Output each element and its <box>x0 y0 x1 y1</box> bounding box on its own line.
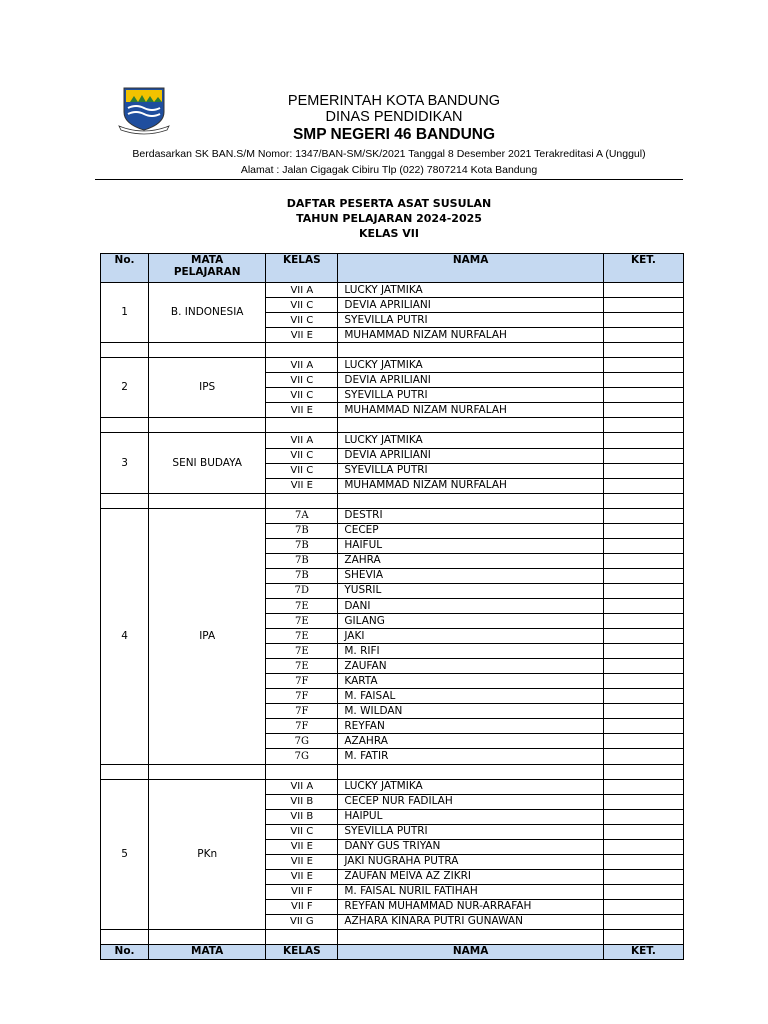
ket-cell <box>603 313 683 328</box>
class-cell: VII C <box>266 388 338 403</box>
ket-cell <box>603 358 683 373</box>
ket-cell <box>603 719 683 734</box>
class-cell: VII F <box>266 899 338 914</box>
header-nama: NAMA <box>338 254 603 283</box>
class-cell: VII A <box>266 358 338 373</box>
class-cell: 7B <box>266 553 338 568</box>
name-cell: DEVIA APRILIANI <box>338 373 603 388</box>
class-cell: VII C <box>266 298 338 313</box>
class-cell: VII A <box>266 283 338 298</box>
spacer-row <box>101 764 684 779</box>
name-cell: KARTA <box>338 674 603 689</box>
empty-cell <box>266 418 338 433</box>
header-mapel-line2: PELAJARAN <box>173 266 241 278</box>
class-cell: VII B <box>266 794 338 809</box>
empty-cell <box>101 930 149 945</box>
class-cell: VII E <box>266 328 338 343</box>
class-cell: 7E <box>266 644 338 659</box>
empty-cell <box>338 930 603 945</box>
class-cell: VII C <box>266 448 338 463</box>
name-cell: DEVIA APRILIANI <box>338 448 603 463</box>
row-number: 5 <box>101 779 149 929</box>
empty-cell <box>603 343 683 358</box>
empty-cell <box>603 493 683 508</box>
subject-name: PKn <box>149 779 266 929</box>
ket-cell <box>603 448 683 463</box>
ket-cell <box>603 538 683 553</box>
class-cell: VII F <box>266 884 338 899</box>
empty-cell <box>101 493 149 508</box>
ket-cell <box>603 689 683 704</box>
ket-cell <box>603 478 683 493</box>
name-cell: DANI <box>338 598 603 613</box>
ket-cell <box>603 674 683 689</box>
academic-year: TAHUN PELAJARAN 2024-2025 <box>296 212 482 225</box>
spacer-row <box>101 343 684 358</box>
name-cell: LUCKY JATMIKA <box>338 358 603 373</box>
name-cell: JAKI <box>338 629 603 644</box>
empty-cell <box>149 493 266 508</box>
ket-cell <box>603 854 683 869</box>
ket-cell <box>603 373 683 388</box>
header-divider <box>95 179 683 180</box>
class-cell: 7E <box>266 598 338 613</box>
class-cell: 7B <box>266 568 338 583</box>
repeat-header-no: No. <box>101 945 149 960</box>
class-cell: 7B <box>266 538 338 553</box>
ket-cell <box>603 809 683 824</box>
ket-cell <box>603 463 683 478</box>
name-cell: SYEVILLA PUTRI <box>338 824 603 839</box>
name-cell: MUHAMMAD NIZAM NURFALAH <box>338 328 603 343</box>
empty-cell <box>266 764 338 779</box>
row-number: 1 <box>101 283 149 343</box>
name-cell: MUHAMMAD NIZAM NURFALAH <box>338 478 603 493</box>
spacer-row <box>101 493 684 508</box>
name-cell: SHEVIA <box>338 568 603 583</box>
empty-cell <box>149 418 266 433</box>
accreditation-text: Berdasarkan SK BAN.S/M Nomor: 1347/BAN-SM/SK/2021 Tanggal 8 Desember 2021 Terakreditasi A (Unggul) <box>132 148 646 160</box>
name-cell: MUHAMMAD NIZAM NURFALAH <box>338 403 603 418</box>
name-cell: LUCKY JATMIKA <box>338 779 603 794</box>
ket-cell <box>603 824 683 839</box>
empty-cell <box>101 343 149 358</box>
document-title: DAFTAR PESERTA ASAT SUSULAN <box>286 197 492 210</box>
class-cell: 7G <box>266 749 338 764</box>
name-cell: DEVIA APRILIANI <box>338 298 603 313</box>
header-kelas: KELAS <box>266 254 338 283</box>
name-cell: M. FATIR <box>338 749 603 764</box>
class-cell: 7E <box>266 659 338 674</box>
class-cell: VII G <box>266 914 338 929</box>
ket-cell <box>603 914 683 929</box>
repeat-header-mapel_1: MATA <box>149 945 266 960</box>
table-footer-header-row <box>101 945 684 960</box>
name-cell: REYFAN <box>338 719 603 734</box>
class-cell: 7G <box>266 734 338 749</box>
class-cell: 7F <box>266 689 338 704</box>
name-cell: AZHARA KINARA PUTRI GUNAWAN <box>338 914 603 929</box>
ket-cell <box>603 614 683 629</box>
class-cell: 7E <box>266 614 338 629</box>
name-cell: DESTRI <box>338 508 603 523</box>
agency-name: DINAS PENDIDIKAN <box>325 109 463 125</box>
row-number: 3 <box>101 433 149 493</box>
ket-cell <box>603 283 683 298</box>
ket-cell <box>603 749 683 764</box>
header-no: No. <box>101 254 149 283</box>
repeat-header-ket: KET. <box>603 945 683 960</box>
name-cell: SYEVILLA PUTRI <box>338 388 603 403</box>
header-mata-pelajaran <box>149 254 266 283</box>
ket-cell <box>603 388 683 403</box>
class-cell: VII E <box>266 869 338 884</box>
name-cell: YUSRIL <box>338 583 603 598</box>
empty-cell <box>149 930 266 945</box>
name-cell: REYFAN MUHAMMAD NUR-ARRAFAH <box>338 899 603 914</box>
class-level: KELAS VII <box>358 227 419 240</box>
row-number: 2 <box>101 358 149 418</box>
class-cell: VII C <box>266 463 338 478</box>
class-cell: VII C <box>266 313 338 328</box>
name-cell: HAIFUL <box>338 538 603 553</box>
empty-cell <box>266 930 338 945</box>
ket-cell <box>603 659 683 674</box>
spacer-row <box>101 930 684 945</box>
ket-cell <box>603 779 683 794</box>
name-cell: HAIPUL <box>338 809 603 824</box>
empty-cell <box>603 764 683 779</box>
name-cell: M. WILDAN <box>338 704 603 719</box>
ket-cell <box>603 598 683 613</box>
class-cell: VII E <box>266 839 338 854</box>
name-cell: AZAHRA <box>338 734 603 749</box>
table-row <box>101 283 684 298</box>
ket-cell <box>603 523 683 538</box>
empty-cell <box>266 343 338 358</box>
class-cell: VII B <box>266 809 338 824</box>
empty-cell <box>101 764 149 779</box>
name-cell: SYEVILLA PUTRI <box>338 463 603 478</box>
ket-cell <box>603 644 683 659</box>
name-cell: ZAUFAN <box>338 659 603 674</box>
class-cell: 7E <box>266 629 338 644</box>
ket-cell <box>603 704 683 719</box>
name-cell: CECEP NUR FADILAH <box>338 794 603 809</box>
class-cell: 7B <box>266 523 338 538</box>
name-cell: M. RIFI <box>338 644 603 659</box>
table-row <box>101 433 684 448</box>
name-cell: M. FAISAL <box>338 689 603 704</box>
empty-cell <box>338 343 603 358</box>
table-row <box>101 358 684 373</box>
ket-cell <box>603 328 683 343</box>
subject-name: B. INDONESIA <box>149 283 266 343</box>
participant-table <box>100 253 684 960</box>
row-number: 4 <box>101 508 149 764</box>
empty-cell <box>338 764 603 779</box>
empty-cell <box>149 343 266 358</box>
ket-cell <box>603 508 683 523</box>
class-cell: VII A <box>266 779 338 794</box>
subject-name: IPS <box>149 358 266 418</box>
name-cell: JAKI NUGRAHA PUTRA <box>338 854 603 869</box>
subject-name: SENI BUDAYA <box>149 433 266 493</box>
empty-cell <box>101 418 149 433</box>
class-cell: VII E <box>266 478 338 493</box>
ket-cell <box>603 794 683 809</box>
name-cell: ZAUFAN MEIVA AZ ZIKRI <box>338 869 603 884</box>
name-cell: LUCKY JATMIKA <box>338 433 603 448</box>
ket-cell <box>603 839 683 854</box>
ket-cell <box>603 734 683 749</box>
name-cell: CECEP <box>338 523 603 538</box>
table-row <box>101 779 684 794</box>
repeat-header-kelas: KELAS <box>266 945 338 960</box>
name-cell: SYEVILLA PUTRI <box>338 313 603 328</box>
name-cell: ZAHRA <box>338 553 603 568</box>
empty-cell <box>338 418 603 433</box>
ket-cell <box>603 568 683 583</box>
empty-cell <box>149 764 266 779</box>
ket-cell <box>603 433 683 448</box>
ket-cell <box>603 884 683 899</box>
empty-cell <box>338 493 603 508</box>
class-cell: VII C <box>266 824 338 839</box>
class-cell: VII A <box>266 433 338 448</box>
class-cell: 7F <box>266 704 338 719</box>
address-text: Alamat : Jalan Cigagak Cibiru Tlp (022) 7807214 Kota Bandung <box>240 164 538 176</box>
spacer-row <box>101 418 684 433</box>
empty-cell <box>266 493 338 508</box>
gov-name: PEMERINTAH KOTA BANDUNG <box>287 93 501 109</box>
ket-cell <box>603 553 683 568</box>
empty-cell <box>603 930 683 945</box>
class-cell: 7D <box>266 583 338 598</box>
class-cell: 7A <box>266 508 338 523</box>
header-ket: KET. <box>603 254 683 283</box>
ket-cell <box>603 629 683 644</box>
name-cell: GILANG <box>338 614 603 629</box>
table-row <box>101 508 684 523</box>
ket-cell <box>603 298 683 313</box>
ket-cell <box>603 899 683 914</box>
repeat-header-nama: NAMA <box>338 945 603 960</box>
class-cell: VII E <box>266 854 338 869</box>
ket-cell <box>603 869 683 884</box>
school-name: SMP NEGERI 46 BANDUNG <box>292 126 496 143</box>
subject-name: IPA <box>149 508 266 764</box>
empty-cell <box>603 418 683 433</box>
name-cell: LUCKY JATMIKA <box>338 283 603 298</box>
class-cell: 7F <box>266 674 338 689</box>
class-cell: VII E <box>266 403 338 418</box>
class-cell: 7F <box>266 719 338 734</box>
ket-cell <box>603 583 683 598</box>
table-header-row <box>101 254 684 283</box>
ket-cell <box>603 403 683 418</box>
name-cell: DANY GUS TRIYAN <box>338 839 603 854</box>
class-cell: VII C <box>266 373 338 388</box>
name-cell: M. FAISAL NURIL FATIHAH <box>338 884 603 899</box>
header-mapel-line1: MATA <box>191 254 224 266</box>
